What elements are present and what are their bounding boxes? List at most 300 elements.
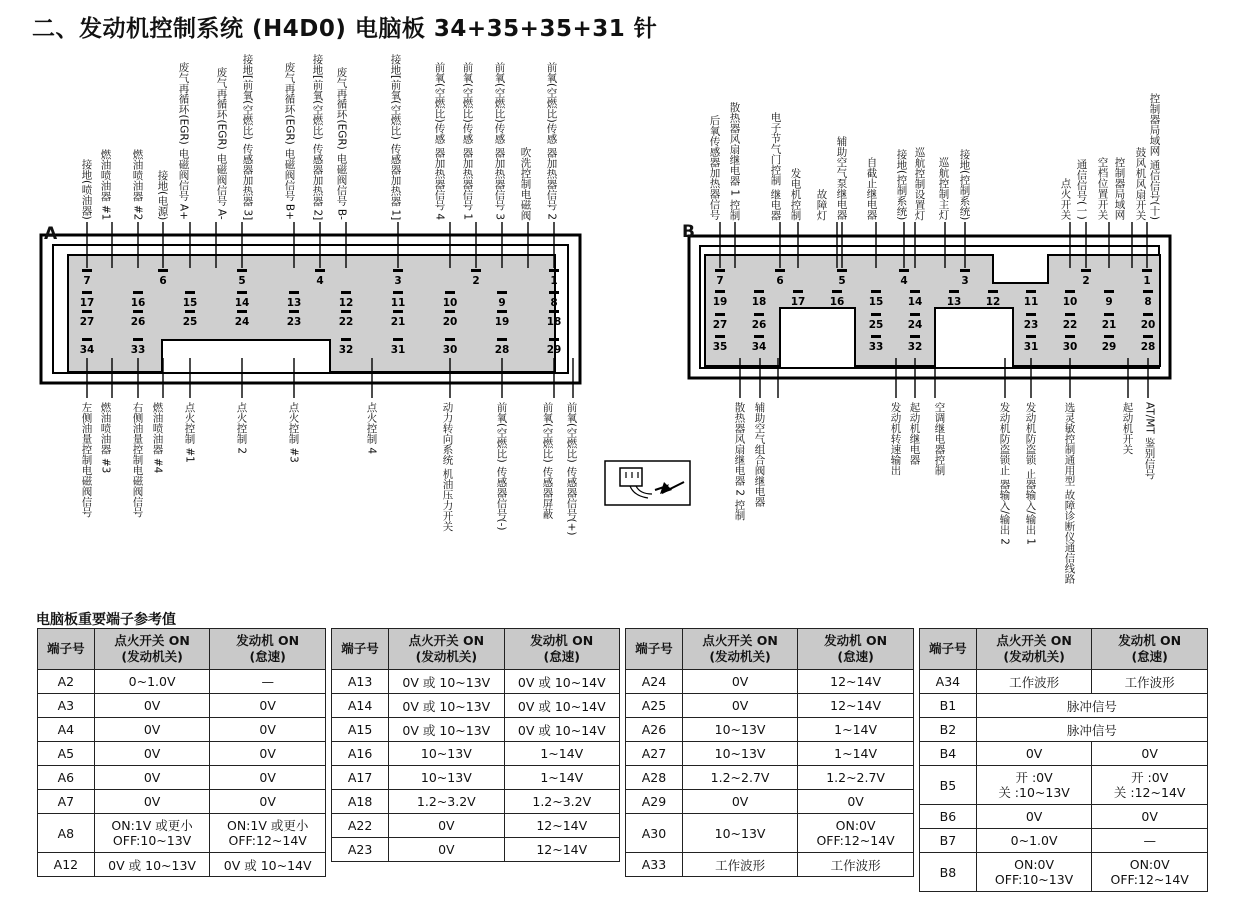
cell-value: 10~13V bbox=[682, 814, 797, 853]
cell-pin: B7 bbox=[920, 829, 977, 853]
pin-contact bbox=[871, 290, 881, 293]
cell-value: 脉冲信号 bbox=[976, 694, 1207, 718]
pin-label-10: 前氧(空燃比)传感 器加热器信号 4 bbox=[433, 61, 446, 220]
cell-value: ON:0V OFF:10~13V bbox=[976, 853, 1092, 892]
pin-number: 26 bbox=[130, 316, 146, 328]
cell-value: 0V bbox=[682, 670, 797, 694]
cell-value: ON:0V OFF:12~14V bbox=[798, 814, 914, 853]
pin-label-13: 巡航控制主灯 bbox=[937, 157, 950, 220]
pin-contact bbox=[832, 290, 842, 293]
cell-value: 10~13V bbox=[389, 742, 504, 766]
pin-contact bbox=[754, 335, 764, 338]
pin-label-15: 废气再循环(EGR) 电磁阀信号 A+ bbox=[177, 62, 190, 220]
pin-contact bbox=[393, 269, 403, 272]
table-row bbox=[332, 718, 620, 742]
pin-number: 3 bbox=[961, 275, 969, 287]
cell-value: 0V 或 10~14V bbox=[504, 694, 619, 718]
cell-value: 10~13V bbox=[389, 766, 504, 790]
cell-pin: A2 bbox=[38, 670, 95, 694]
table-row bbox=[920, 718, 1208, 742]
cell-pin: A33 bbox=[626, 853, 683, 877]
pin-contact bbox=[289, 310, 299, 313]
pin-contact bbox=[754, 290, 764, 293]
pin-number: 15 bbox=[868, 296, 884, 308]
pin-contact bbox=[1065, 290, 1075, 293]
pin-number: 18 bbox=[751, 296, 767, 308]
pin-contact bbox=[82, 310, 92, 313]
pin-contact bbox=[1104, 290, 1114, 293]
cell-value: 开 :0V 关 :10~13V bbox=[976, 766, 1092, 805]
cell-value: 0~1.0V bbox=[94, 670, 210, 694]
pin-label-24: 空调继电器控制 bbox=[933, 402, 946, 476]
pin-number: 2 bbox=[472, 275, 480, 287]
table-row bbox=[626, 718, 914, 742]
pin-contact bbox=[549, 291, 559, 294]
cell-value: 0V bbox=[798, 790, 914, 814]
pin-contact bbox=[754, 313, 764, 316]
pin-number: 8 bbox=[1144, 296, 1152, 308]
table-row bbox=[38, 853, 326, 877]
cell-pin: B6 bbox=[920, 805, 977, 829]
pin-number: 27 bbox=[712, 319, 728, 331]
table-row bbox=[626, 742, 914, 766]
pin-label-16: 燃油喷油器 #2 bbox=[131, 148, 144, 220]
pin-number: 16 bbox=[829, 296, 845, 308]
pin-label-23: 点火控制 #3 bbox=[287, 402, 300, 463]
table-row bbox=[332, 814, 620, 838]
pin-label-23: 发动机防盗锁 止器输入/输出 1 bbox=[1024, 402, 1037, 545]
pin-label-5: 辅助空气泵继电器 bbox=[835, 136, 848, 220]
pin-contact bbox=[549, 338, 559, 341]
pin-label-12: 废气再循环(EGR) 电磁阀信号 B- bbox=[335, 67, 348, 220]
pin-contact bbox=[237, 310, 247, 313]
pin-label-6: 电子节气门控制 继电器 bbox=[769, 111, 782, 220]
pin-contact bbox=[497, 338, 507, 341]
cell-value: 0V 或 10~14V bbox=[504, 670, 619, 694]
pin-contact bbox=[393, 310, 403, 313]
pin-label-3: 接地[前氧(空燃比) 传感器加热器 1] bbox=[389, 53, 402, 220]
cell-pin: B1 bbox=[920, 694, 977, 718]
pin-number: 9 bbox=[498, 297, 506, 309]
pin-number: 25 bbox=[868, 319, 884, 331]
table-row bbox=[38, 742, 326, 766]
pin-number: 32 bbox=[338, 344, 354, 356]
header-pin: 端子号 bbox=[920, 629, 977, 670]
pin-contact bbox=[1026, 313, 1036, 316]
pin-contact bbox=[1142, 269, 1152, 272]
table-row bbox=[38, 670, 326, 694]
pin-contact bbox=[871, 335, 881, 338]
cell-pin: B5 bbox=[920, 766, 977, 805]
cell-value: 12~14V bbox=[504, 838, 619, 862]
pin-contact bbox=[715, 335, 725, 338]
pin-contact bbox=[988, 290, 998, 293]
pin-contact bbox=[445, 291, 455, 294]
cell-value: 0V bbox=[94, 790, 210, 814]
pin-label-5: 接地[前氧(空燃比) 传感器加热器 3] bbox=[241, 53, 254, 220]
table-row bbox=[920, 829, 1208, 853]
cell-pin: A29 bbox=[626, 790, 683, 814]
cell-pin: A23 bbox=[332, 838, 389, 862]
pin-number: 34 bbox=[751, 341, 767, 353]
pin-number: 12 bbox=[985, 296, 1001, 308]
pin-label-33: 右侧油量控制电磁阀信号 bbox=[131, 402, 144, 518]
table-row bbox=[626, 670, 914, 694]
header-eng: 发动机 ON (怠速) bbox=[210, 629, 326, 670]
table-row bbox=[332, 790, 620, 814]
pin-contact bbox=[445, 338, 455, 341]
pin-contact bbox=[837, 269, 847, 272]
pin-contact bbox=[497, 310, 507, 313]
pin-number: 19 bbox=[712, 296, 728, 308]
pin-contact bbox=[549, 269, 559, 272]
cell-value: 0V bbox=[94, 766, 210, 790]
cell-pin: B2 bbox=[920, 718, 977, 742]
pin-label-25: 点火控制 #1 bbox=[183, 402, 196, 463]
pin-number: 13 bbox=[946, 296, 962, 308]
pin-contact bbox=[871, 313, 881, 316]
cell-value: ON:0V OFF:12~14V bbox=[1092, 853, 1208, 892]
table-row bbox=[332, 742, 620, 766]
cell-pin: A5 bbox=[38, 742, 95, 766]
table-row bbox=[38, 790, 326, 814]
pin-contact bbox=[775, 269, 785, 272]
cell-pin: A17 bbox=[332, 766, 389, 790]
pin-contact bbox=[133, 310, 143, 313]
cell-value: 0V 或 10~14V bbox=[504, 718, 619, 742]
connector-plug-icon bbox=[605, 461, 690, 505]
pin-contact bbox=[133, 338, 143, 341]
header-pin: 端子号 bbox=[332, 629, 389, 670]
table-row bbox=[626, 814, 914, 853]
pin-label-7b: 散热器风扇继电器 1 控制 bbox=[728, 101, 741, 220]
pin-number: 14 bbox=[907, 296, 923, 308]
cell-value: 12~14V bbox=[504, 814, 619, 838]
pin-number: 22 bbox=[338, 316, 354, 328]
pin-contact bbox=[497, 291, 507, 294]
pin-number: 28 bbox=[1140, 341, 1156, 353]
cell-pin: A27 bbox=[626, 742, 683, 766]
pin-label-2: 前氧(空燃比)传感 器加热器信号 1 bbox=[461, 61, 474, 220]
pin-number: 22 bbox=[1062, 319, 1078, 331]
table-row bbox=[920, 694, 1208, 718]
cell-pin: A24 bbox=[626, 670, 683, 694]
pin-contact bbox=[910, 313, 920, 316]
cell-value: 0V bbox=[94, 718, 210, 742]
cell-value: — bbox=[210, 670, 326, 694]
pin-contact bbox=[133, 291, 143, 294]
pin-label-24: 点火控制 2 bbox=[235, 402, 248, 455]
pin-label-8: 吹洗控制电磁阀 bbox=[519, 146, 532, 220]
cell-value: 12~14V bbox=[798, 694, 914, 718]
cell-value: 工作波形 bbox=[976, 670, 1092, 694]
pin-label-29: 前氧(空燃比) 传感器屏蔽 bbox=[541, 402, 554, 519]
pin-contact bbox=[960, 269, 970, 272]
pin-number: 13 bbox=[286, 297, 302, 309]
pin-label-17: 燃油喷油器 #1 bbox=[99, 148, 112, 220]
pin-contact bbox=[237, 291, 247, 294]
pin-number: 33 bbox=[868, 341, 884, 353]
cell-value: 脉冲信号 bbox=[976, 718, 1207, 742]
pin-label-34: 辅助空气组合阀继电器 bbox=[753, 402, 766, 507]
pin-number: 24 bbox=[234, 316, 250, 328]
pin-label-9: 前氧(空燃比)传感 器加热器信号 3 bbox=[493, 61, 506, 220]
header-eng: 发动机 ON (怠速) bbox=[504, 629, 619, 670]
cell-pin: A25 bbox=[626, 694, 683, 718]
cell-pin: A12 bbox=[38, 853, 95, 877]
pin-number: 30 bbox=[442, 344, 458, 356]
pin-number: 29 bbox=[546, 344, 562, 356]
pin-number: 11 bbox=[390, 297, 406, 309]
pin-label-20: AT/MT 鉴别信号 bbox=[1143, 402, 1156, 480]
pin-label-1: 前氧(空燃比)传感 器加热器信号 2 bbox=[545, 61, 558, 220]
reference-table-3 bbox=[625, 628, 914, 877]
reference-table-2 bbox=[331, 628, 620, 862]
table-row bbox=[38, 718, 326, 742]
pin-number: 1 bbox=[550, 275, 558, 287]
pin-number: 24 bbox=[907, 319, 923, 331]
pin-label-34: 左侧油量控制电磁阀信号 bbox=[80, 402, 93, 518]
cell-pin: A8 bbox=[38, 814, 95, 853]
pin-label-16: 故障灯 bbox=[815, 188, 828, 220]
cell-pin: A13 bbox=[332, 670, 389, 694]
cell-value: 0V bbox=[389, 838, 504, 862]
cell-value: 1~14V bbox=[798, 742, 914, 766]
table-row bbox=[920, 805, 1208, 829]
reference-table-1 bbox=[37, 628, 326, 877]
pin-number: 8 bbox=[550, 297, 558, 309]
pin-label-4: 接地[前氧(空燃比) 传感器加热器 2] bbox=[311, 53, 324, 220]
cell-value: 工作波形 bbox=[1092, 670, 1208, 694]
pin-number: 4 bbox=[316, 275, 324, 287]
pin-number: 18 bbox=[546, 316, 562, 328]
cell-value: 0V bbox=[1092, 742, 1208, 766]
cell-value: 0V bbox=[210, 694, 326, 718]
pin-label-9b: 控制器局域网 bbox=[1113, 157, 1126, 220]
pin-contact bbox=[1104, 335, 1114, 338]
cell-value: 0V bbox=[389, 814, 504, 838]
pin-contact bbox=[715, 313, 725, 316]
cell-pin: A18 bbox=[332, 790, 389, 814]
pin-contact bbox=[1065, 313, 1075, 316]
cell-value: 0V 或 10~13V bbox=[389, 694, 504, 718]
pin-contact bbox=[1065, 335, 1075, 338]
pin-contact bbox=[82, 338, 92, 341]
pin-label-7: 后氧传感器加热器信号 bbox=[708, 115, 721, 220]
pin-label-22: 点火控制 4 bbox=[365, 402, 378, 455]
cell-value: 10~13V bbox=[682, 718, 797, 742]
pin-label-2: 通信信号(一) bbox=[1075, 159, 1088, 220]
pin-number: 15 bbox=[182, 297, 198, 309]
table-row bbox=[920, 853, 1208, 892]
header-eng: 发动机 ON (怠速) bbox=[798, 629, 914, 670]
cell-value: 1.2~3.2V bbox=[504, 790, 619, 814]
pin-label-31: 发动机防盗锁止 器输入/输出 2 bbox=[998, 402, 1011, 545]
pin-label-30: 选灵敏控制通用型 故障诊断仪通信线路 bbox=[1063, 402, 1076, 584]
cell-value: 1.2~2.7V bbox=[682, 766, 797, 790]
cell-value: 0V bbox=[210, 790, 326, 814]
cell-value: 10~13V bbox=[682, 742, 797, 766]
pin-number: 35 bbox=[712, 341, 728, 353]
pin-number: 17 bbox=[790, 296, 806, 308]
cell-value: 0V bbox=[976, 742, 1092, 766]
table-row bbox=[626, 766, 914, 790]
pin-label-28: 前氧(空燃比) 传感器信号(-) bbox=[495, 402, 508, 531]
pin-contact bbox=[715, 290, 725, 293]
cell-value: 工作波形 bbox=[798, 853, 914, 877]
table-row bbox=[332, 670, 620, 694]
cell-value: 开 :0V 关 :12~14V bbox=[1092, 766, 1208, 805]
cell-value: 0V 或 10~13V bbox=[94, 853, 210, 877]
pin-contact bbox=[899, 269, 909, 272]
pin-number: 25 bbox=[182, 316, 198, 328]
pin-label-35: 散热器风扇继电器 2 控制 bbox=[733, 402, 746, 521]
pin-contact bbox=[341, 291, 351, 294]
cell-value: 0~1.0V bbox=[976, 829, 1092, 853]
pin-number: 17 bbox=[79, 297, 95, 309]
pin-label-4: 接地(控制系统) bbox=[895, 148, 908, 220]
cell-pin: A28 bbox=[626, 766, 683, 790]
section-title: 电脑板重要端子参考值 bbox=[36, 612, 176, 628]
pin-contact bbox=[237, 269, 247, 272]
table-row bbox=[920, 766, 1208, 805]
pin-contact bbox=[185, 310, 195, 313]
header-ign: 点火开关 ON (发动机关) bbox=[94, 629, 210, 670]
pin-label-15: 自截止继电器 bbox=[865, 157, 878, 220]
pin-contact bbox=[549, 310, 559, 313]
table-row bbox=[38, 694, 326, 718]
pin-number: 30 bbox=[1062, 341, 1078, 353]
table-row bbox=[332, 838, 620, 862]
pin-contact bbox=[158, 269, 168, 272]
pin-label-13: 废气再循环(EGR) 电磁阀信号 B+ bbox=[283, 62, 296, 220]
pin-number: 23 bbox=[286, 316, 302, 328]
table-row bbox=[626, 694, 914, 718]
pin-number: 31 bbox=[390, 344, 406, 356]
cell-value: 0V bbox=[210, 718, 326, 742]
cell-pin: A22 bbox=[332, 814, 389, 838]
pin-label-14: 巡航控制设置灯 bbox=[913, 146, 926, 220]
pin-label-18: 前氧(空燃比) 传感器信号(+) bbox=[565, 402, 578, 536]
header-pin: 端子号 bbox=[626, 629, 683, 670]
pin-contact bbox=[793, 290, 803, 293]
cell-value: 0V bbox=[682, 790, 797, 814]
cell-pin: A4 bbox=[38, 718, 95, 742]
pin-number: 7 bbox=[716, 275, 724, 287]
pin-number: 19 bbox=[494, 316, 510, 328]
header-ign: 点火开关 ON (发动机关) bbox=[976, 629, 1092, 670]
cell-value: 0V bbox=[210, 766, 326, 790]
pin-contact bbox=[910, 290, 920, 293]
table-row bbox=[626, 790, 914, 814]
pin-contact bbox=[1081, 269, 1091, 272]
cell-value: 1.2~3.2V bbox=[389, 790, 504, 814]
pin-label-3: 接地(控制系统) bbox=[958, 148, 971, 220]
pin-label-10: 点火开关 bbox=[1059, 178, 1072, 220]
pin-number: 26 bbox=[751, 319, 767, 331]
cell-pin: A14 bbox=[332, 694, 389, 718]
pin-label-17: 发电机控制 bbox=[789, 167, 802, 220]
pin-number: 10 bbox=[1062, 296, 1078, 308]
cell-value: 1~14V bbox=[504, 742, 619, 766]
cell-value: 0V bbox=[94, 694, 210, 718]
pin-number: 21 bbox=[390, 316, 406, 328]
pin-contact bbox=[471, 269, 481, 272]
pin-number: 11 bbox=[1023, 296, 1039, 308]
pin-number: 10 bbox=[442, 297, 458, 309]
cell-value: 0V bbox=[210, 742, 326, 766]
pin-number: 2 bbox=[1082, 275, 1090, 287]
header-ign: 点火开关 ON (发动机关) bbox=[389, 629, 504, 670]
table-row bbox=[626, 853, 914, 877]
cell-pin: A15 bbox=[332, 718, 389, 742]
cell-value: 1~14V bbox=[504, 766, 619, 790]
pin-label-26: 燃油喷油器 #4 bbox=[151, 402, 164, 474]
pin-label-6: 接地(电源) bbox=[156, 169, 169, 220]
pin-label-9: 空档位置开关 bbox=[1096, 157, 1109, 220]
pin-number: 6 bbox=[159, 275, 167, 287]
cell-pin: A34 bbox=[920, 670, 977, 694]
pin-number: 6 bbox=[776, 275, 784, 287]
table-row bbox=[38, 766, 326, 790]
pin-contact bbox=[1143, 313, 1153, 316]
pin-label-21: 起动机开关 bbox=[1121, 402, 1134, 455]
pin-number: 28 bbox=[494, 344, 510, 356]
pin-label-14: 废气再循环(EGR) 电磁阀信号 A- bbox=[215, 67, 228, 220]
pin-number: 34 bbox=[79, 344, 95, 356]
pin-contact bbox=[445, 310, 455, 313]
cell-pin: B8 bbox=[920, 853, 977, 892]
table-row bbox=[920, 742, 1208, 766]
pin-number: 23 bbox=[1023, 319, 1039, 331]
pin-contact bbox=[289, 291, 299, 294]
pin-number: 21 bbox=[1101, 319, 1117, 331]
cell-pin: A7 bbox=[38, 790, 95, 814]
pin-contact bbox=[393, 291, 403, 294]
pin-number: 1 bbox=[1143, 275, 1151, 287]
cell-value: 0V bbox=[1092, 805, 1208, 829]
pin-number: 20 bbox=[442, 316, 458, 328]
connector-a-letter: A bbox=[44, 224, 58, 244]
pin-number: 20 bbox=[1140, 319, 1156, 331]
pin-contact bbox=[1143, 335, 1153, 338]
pin-number: 31 bbox=[1023, 341, 1039, 353]
pin-contact bbox=[1104, 313, 1114, 316]
pin-contact bbox=[949, 290, 959, 293]
pin-contact bbox=[1143, 290, 1153, 293]
pin-number: 7 bbox=[83, 275, 91, 287]
cell-value: 0V bbox=[682, 694, 797, 718]
pin-label-33: 发动机转速输出 bbox=[889, 402, 902, 476]
cell-value: ON:1V 或更小 OFF:10~13V bbox=[94, 814, 210, 853]
pin-number: 14 bbox=[234, 297, 250, 309]
cell-value: 0V bbox=[976, 805, 1092, 829]
pin-number: 5 bbox=[238, 275, 246, 287]
cell-value: 0V bbox=[94, 742, 210, 766]
cell-value: 12~14V bbox=[798, 670, 914, 694]
pin-contact bbox=[185, 291, 195, 294]
cell-pin: A26 bbox=[626, 718, 683, 742]
cell-pin: A30 bbox=[626, 814, 683, 853]
header-pin: 端子号 bbox=[38, 629, 95, 670]
pin-number: 3 bbox=[394, 275, 402, 287]
pin-number: 27 bbox=[79, 316, 95, 328]
pin-contact bbox=[315, 269, 325, 272]
cell-value: ON:1V 或更小 OFF:12~14V bbox=[210, 814, 326, 853]
pin-label-1: 控制器局域网 通信信号(十) bbox=[1148, 92, 1161, 220]
header-eng: 发动机 ON (怠速) bbox=[1092, 629, 1208, 670]
header-ign: 点火开关 ON (发动机关) bbox=[682, 629, 797, 670]
